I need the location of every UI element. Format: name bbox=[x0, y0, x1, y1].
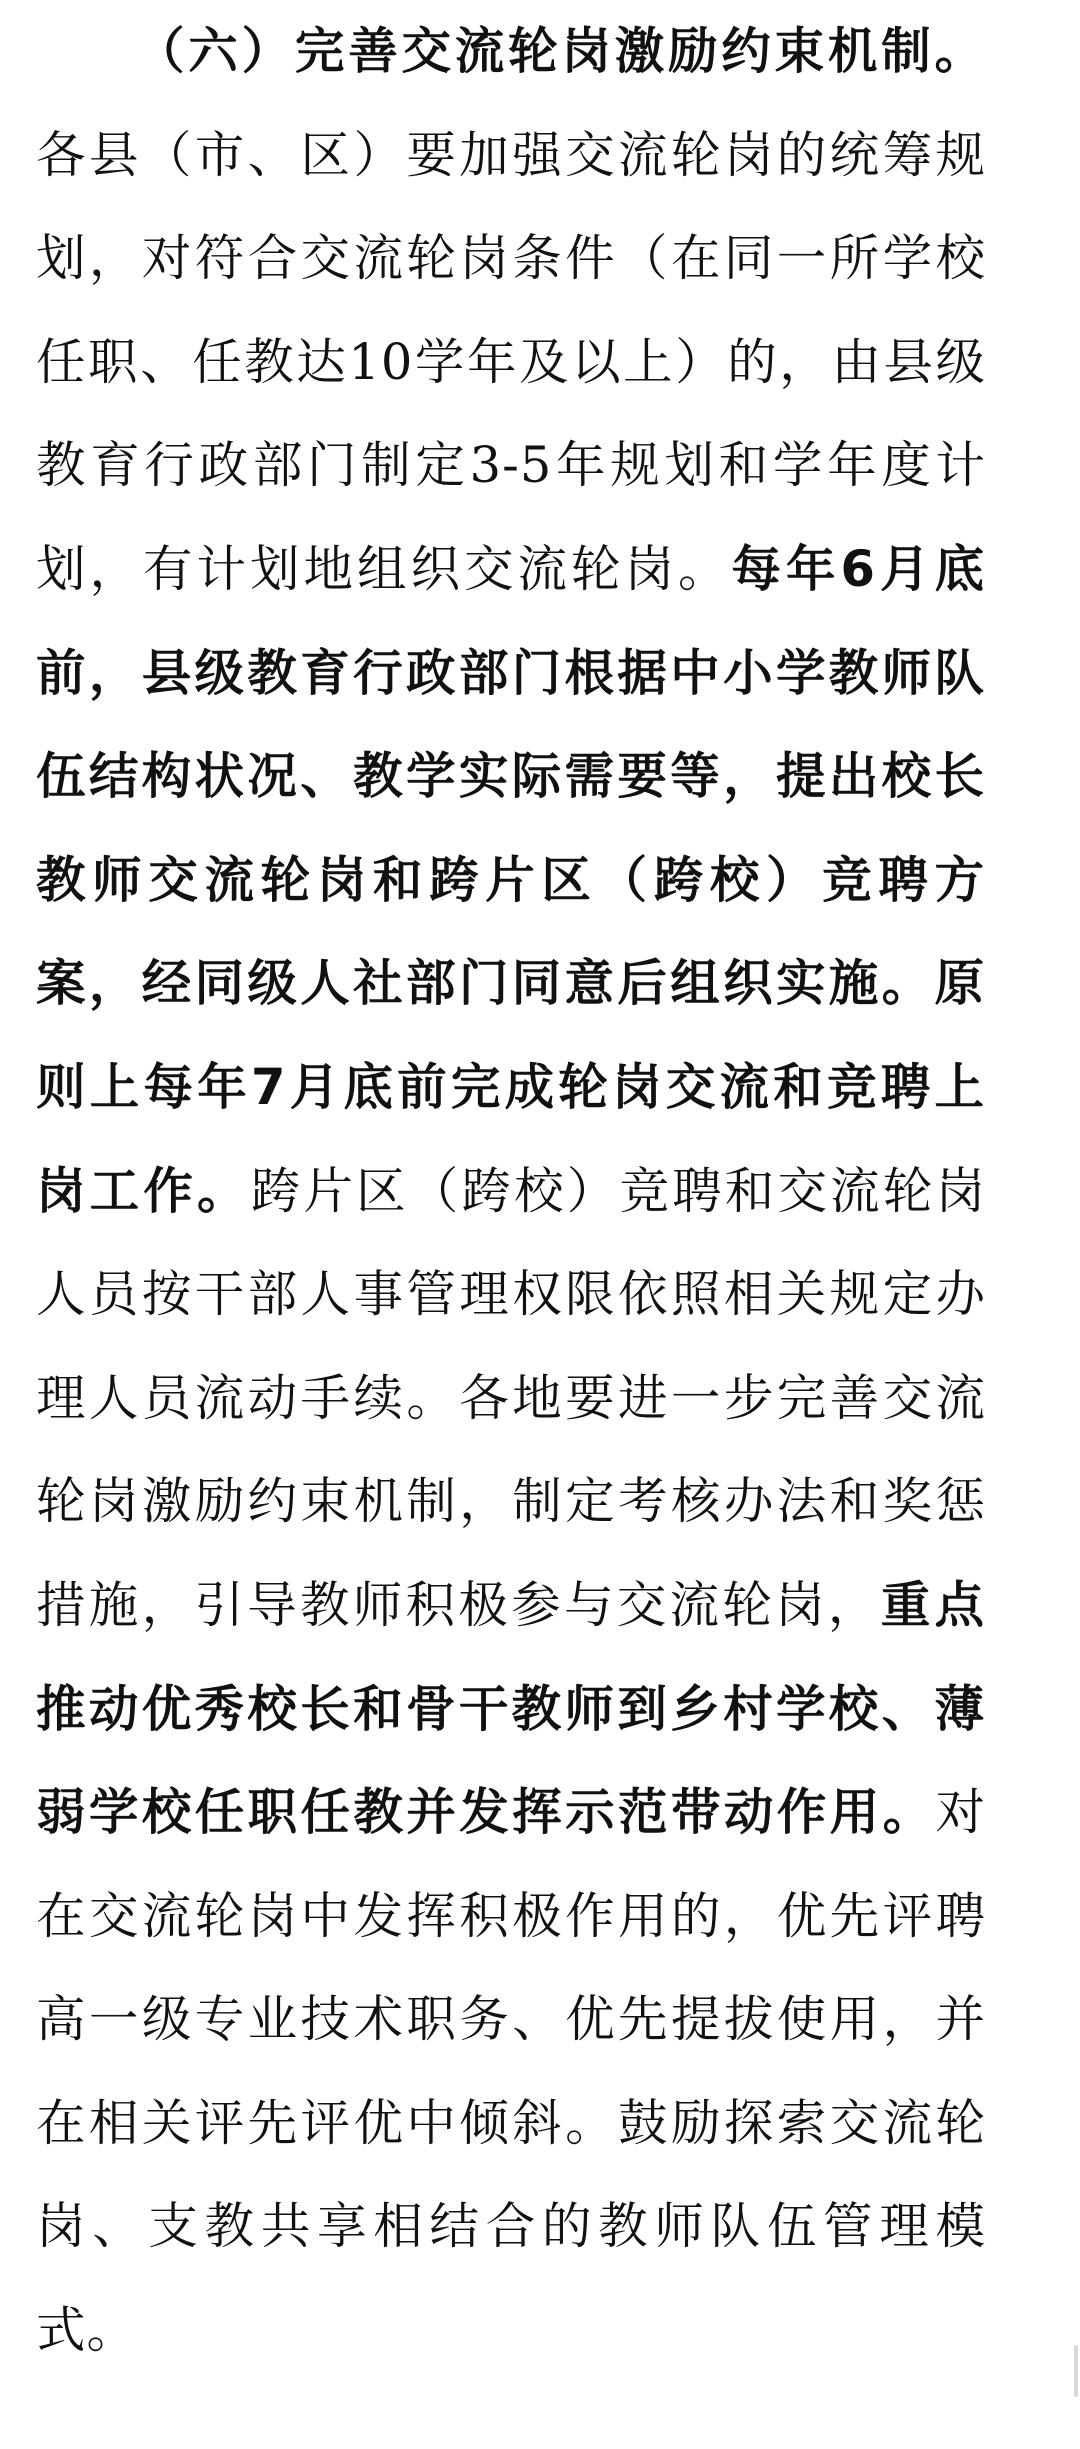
bold-paragraph-segment: 每年6月底前，县级教育行政部门根据中小学教师队伍结构状况、教学实际需要等，提出校长教师交流轮岗和跨片区（跨校）竞聘方案，经同级人社部门同意后组织实施。原则上每年7月底前完成轮岗交流和竞聘上岗工作。 bbox=[36, 539, 987, 1220]
bold-paragraph-segment: 重点推动优秀校长和骨干教师到乡村学校、薄弱学校任职任教并发挥示范带动作用。 bbox=[36, 1575, 987, 1842]
scrollbar-thumb[interactable] bbox=[1074, 2345, 1078, 2397]
paragraph-segment: 跨片区（跨校）竞聘和交流轮岗人员按干部人事管理权限依照相关规定办理人员流动手续。各地要进一步完善交流轮岗激励约束机制，制定考核办法和奖惩措施，引导教师积极参与交流轮岗， bbox=[36, 1161, 987, 1634]
section-heading: （六）完善交流轮岗激励约束机制。 bbox=[135, 22, 986, 80]
document-paragraph bbox=[36, 0, 986, 2383]
scrollbar-track[interactable] bbox=[1068, 0, 1080, 2449]
paragraph-segment: 对在交流轮岗中发挥积极作用的，优先评聘高一级专业技术职务、优先提拔使用，并在相关评先评优中倾斜。鼓励探索交流轮岗、支教共享相结合的教师队伍管理模式。 bbox=[36, 1783, 986, 2360]
paragraph-segment: 各县（市、区）要加强交流轮岗的统筹规划，对符合交流轮岗条件（在同一所学校任职、任教达10学年及以上）的，由县级教育行政部门制定3-5年规划和学年度计划，有计划地组织交流轮岗。 bbox=[36, 125, 986, 598]
